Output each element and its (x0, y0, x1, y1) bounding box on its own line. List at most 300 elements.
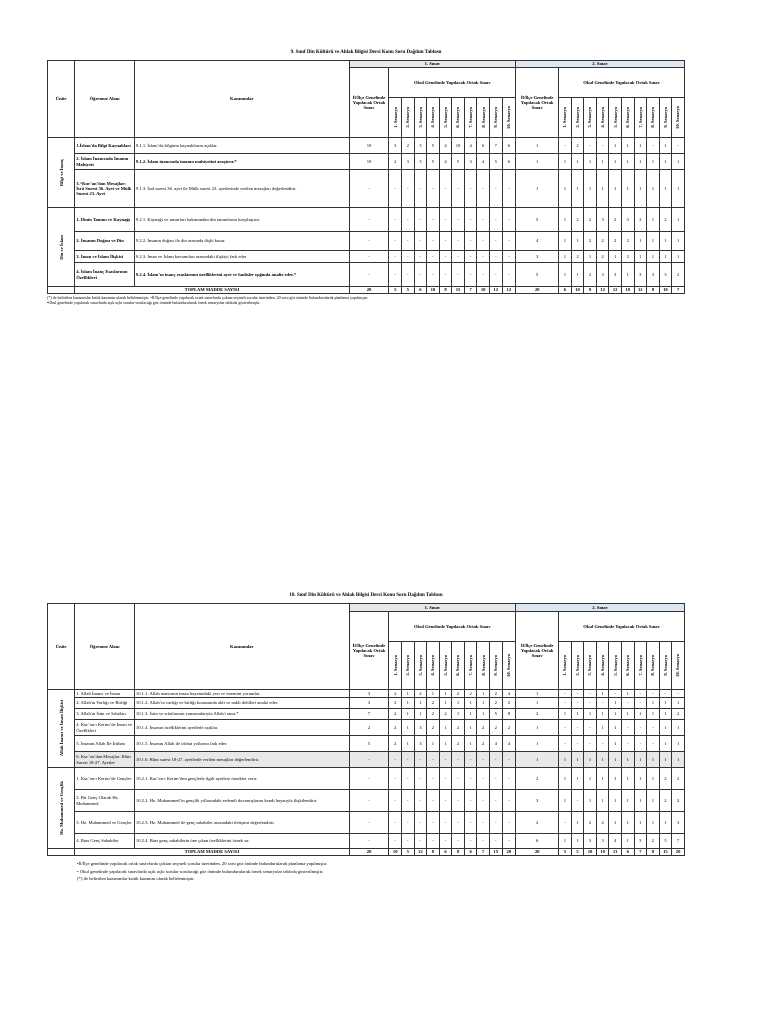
total-row (48, 287, 685, 294)
grade10-note-3: (*) ile belirtilen kazanımlar kritik kazanım olarak belirlenmiştir. (77, 876, 195, 881)
okul2-cell: 1 (559, 170, 572, 208)
senaryo-label: 1. Senaryo (562, 655, 568, 676)
senaryo-label: 9. Senaryo (662, 107, 668, 128)
okul2-cell: 1 (559, 709, 572, 720)
okul1-cell: - (464, 208, 477, 232)
okul2-cell: - (647, 736, 660, 752)
okul2-cell: - (571, 720, 584, 736)
table-row (48, 154, 685, 170)
unite-name: Allah İnancı ve İnsan İlişkisi (58, 700, 64, 757)
total-okul2: 9 (584, 287, 597, 294)
total-okul1: 7 (464, 287, 477, 294)
total-okul1: 20 (502, 849, 516, 856)
unite-cell (48, 138, 75, 208)
okul2-cell: - (621, 736, 634, 752)
ilce1-cell: - (349, 834, 389, 849)
okul2-cell: 1 (596, 768, 609, 790)
okul1-cell: - (439, 232, 452, 251)
ilce1-cell: - (349, 208, 389, 232)
okul1-cell: - (477, 208, 490, 232)
okul2-cell: 2 (609, 232, 622, 251)
total-okul2: 10 (659, 287, 672, 294)
okul1-cell: - (489, 232, 502, 251)
okul2-cell: 1 (621, 138, 634, 154)
okul2-cell: 1 (621, 263, 634, 287)
okul1-cell: - (464, 812, 477, 834)
senaryo-header (584, 642, 597, 690)
grade10-section (47, 593, 685, 883)
ilce1-cell: - (349, 812, 389, 834)
senaryo-label: 5. Senaryo (442, 107, 448, 128)
senaryo-label: 3. Senaryo (417, 655, 423, 676)
okul1-cell: 2 (402, 138, 415, 154)
okul1-cell: - (477, 812, 490, 834)
okul1-cell: 3 (414, 138, 427, 154)
okul2-cell: 1 (609, 812, 622, 834)
okul2-cell: 1 (571, 812, 584, 834)
senaryo-header (464, 642, 477, 690)
okul1-cell: 3 (414, 736, 427, 752)
okul1-cell: - (502, 812, 516, 834)
okul2-cell: 1 (596, 154, 609, 170)
okul1-cell: 10 (452, 138, 465, 154)
senaryo-label: 3. Senaryo (587, 107, 593, 128)
okul2-cell: - (571, 698, 584, 709)
okul1-cell: - (452, 752, 465, 768)
okul1-cell: - (389, 790, 402, 812)
okul1-cell: 2 (452, 736, 465, 752)
okul1-cell: - (502, 232, 516, 251)
alan-cell: 2. İslam İnancında İmanın Mahiyeti (75, 154, 135, 170)
okul1-cell: 2 (489, 690, 502, 698)
okul2-cell: 1 (659, 698, 672, 709)
table-row (48, 736, 685, 752)
okul1-cell: 1 (427, 690, 440, 698)
okul2-cell: 1 (609, 251, 622, 263)
okul2-cell: 2 (672, 709, 685, 720)
table-row (48, 263, 685, 287)
okul2-cell: 1 (659, 752, 672, 768)
okul2-cell: 1 (659, 138, 672, 154)
okul1-cell: 2 (427, 698, 440, 709)
okul1-cell: 6 (477, 138, 490, 154)
okul1-cell: - (452, 768, 465, 790)
total-okul2: 5 (559, 849, 572, 856)
senaryo-label: 10. Senaryo (506, 654, 512, 677)
total-okul2: 8 (647, 849, 660, 856)
okul2-cell: 2 (621, 251, 634, 263)
senaryo-label: 9. Senaryo (493, 107, 499, 128)
okul1-cell: - (389, 251, 402, 263)
okul2-cell: 1 (672, 736, 685, 752)
okul1-cell: 1 (464, 720, 477, 736)
total-okul2: 10 (621, 287, 634, 294)
total-label: TOPLAM MADDE SAYISI (75, 849, 349, 856)
total-okul1: 6 (439, 849, 452, 856)
senaryo-label: 1. Senaryo (392, 107, 398, 128)
okul1-cell: - (427, 208, 440, 232)
senaryo-label: 4. Senaryo (599, 655, 605, 676)
okul1-cell: 5 (452, 154, 465, 170)
table-row (48, 698, 685, 709)
total-ilce1: 20 (349, 287, 389, 294)
ilce2-cell: 1 (516, 752, 559, 768)
alan-header: Öğrenme Alanı (75, 61, 135, 138)
okul2-cell: 2 (584, 263, 597, 287)
okul1-cell: - (402, 768, 415, 790)
senaryo-header (389, 98, 402, 138)
okul1-cell: 2 (502, 698, 516, 709)
senaryo-label: 8. Senaryo (650, 107, 656, 128)
okul1-cell: 1 (477, 698, 490, 709)
grade10-title: 10. Sınıf Din Kültürü ve Ahlak Bilgisi Dersi Konu Soru Dağılım Tablosu (289, 593, 443, 598)
okul2-cell: 2 (609, 208, 622, 232)
senaryo-label: 8. Senaryo (650, 655, 656, 676)
unite-cell (48, 690, 75, 768)
senaryo-header (452, 98, 465, 138)
total-row (48, 849, 685, 856)
total-okul1: 15 (489, 849, 502, 856)
senaryo-header (414, 642, 427, 690)
ilce2-cell: 1 (516, 720, 559, 736)
okul1-cell: 2 (389, 154, 402, 170)
okul1-cell: 3 (402, 154, 415, 170)
okul2-cell: 1 (596, 790, 609, 812)
okul2-cell: 1 (659, 170, 672, 208)
okul2-cell: - (647, 138, 660, 154)
okul1-cell: - (414, 232, 427, 251)
total-okul2: 8 (647, 287, 660, 294)
okul2-cell: 1 (634, 812, 647, 834)
senaryo-label: 6. Senaryo (455, 655, 461, 676)
senaryo-label: 10. Senaryo (675, 106, 681, 129)
okul1-cell: - (477, 790, 490, 812)
kazanim-cell: 10.1.2. Allah’ın varlığı ve birliği konusunda akli ve nakli delilleri analiz eder. (134, 698, 349, 709)
okul2-cell: 1 (621, 752, 634, 768)
okul1-cell: 2 (389, 690, 402, 698)
kazanim-cell: 10.1.1. Allah inancının insan hayatındaki yeri ve önemini yorumlar. (134, 690, 349, 698)
okul1-cell: - (477, 232, 490, 251)
okul1-cell: - (414, 768, 427, 790)
okul1-cell: 1 (427, 736, 440, 752)
okul2-cell: 1 (559, 251, 572, 263)
senaryo-header (402, 98, 415, 138)
okul1-cell: - (402, 790, 415, 812)
kazanim-cell: 9.1.2. İslam inancında imanın mahiyetini araştırır.* (134, 154, 349, 170)
okul2-cell: 1 (621, 768, 634, 790)
okul1-cell: 4 (464, 138, 477, 154)
okul2-cell: 1 (621, 790, 634, 812)
senaryo-label: 1. Senaryo (392, 655, 398, 676)
okul1-cell: - (502, 752, 516, 768)
okul1-cell: - (414, 251, 427, 263)
kazanim-cell: 9.1.1. İslam’da bilginin kaynaklarını açıklar. (134, 138, 349, 154)
okul2-cell: 1 (559, 263, 572, 287)
senaryo-label: 9. Senaryo (493, 655, 499, 676)
okul1-cell: - (414, 170, 427, 208)
okul2-cell: 1 (672, 251, 685, 263)
total-okul1: 10 (389, 849, 402, 856)
ilce1-header: İl/İlçe Genelinde Yapılacak Ortak Sınav (349, 68, 389, 138)
okul2-cell: - (584, 698, 597, 709)
unite-name: Hz. Muhammed ve Gençlik (58, 781, 64, 835)
okul2-cell: 3 (634, 834, 647, 849)
okul1-cell: - (464, 834, 477, 849)
grade9-body (48, 138, 685, 294)
alan-cell: 3.“Kur’an’dan Mesajlar: İsrâ Suresi 36. Ayet ve Mülk Suresi 23. Ayet (75, 170, 135, 208)
senaryo-header (609, 642, 622, 690)
okul1-cell: - (389, 263, 402, 287)
okul2-cell: 1 (609, 170, 622, 208)
okul2-cell: 1 (647, 768, 660, 790)
unite-name: Din ve İslam (58, 234, 64, 260)
senaryo-header (389, 642, 402, 690)
ilce1-cell: - (349, 752, 389, 768)
okul1-cell: - (452, 208, 465, 232)
okul2-cell: 1 (571, 834, 584, 849)
okul1-cell: - (477, 170, 490, 208)
okul1-cell: 4 (502, 736, 516, 752)
okul2-cell: 1 (672, 232, 685, 251)
senaryo-header (427, 98, 440, 138)
okul1-cell: - (414, 812, 427, 834)
alan-cell: 3. İman ve İslam İlişkisi (75, 251, 135, 263)
senaryo-label: 5. Senaryo (442, 655, 448, 676)
okul1-cell: - (389, 752, 402, 768)
ilce1-cell: 7 (349, 709, 389, 720)
okul2-cell: 1 (634, 154, 647, 170)
senaryo-label: 3. Senaryo (587, 655, 593, 676)
sinav2-header: 2. Sınav (516, 604, 685, 612)
unite-header: Ünite (48, 604, 75, 690)
ilce2-cell: 1 (516, 138, 559, 154)
okul2-cell: 1 (634, 790, 647, 812)
senaryo-header (452, 642, 465, 690)
okul2-cell: 1 (571, 232, 584, 251)
okul1-cell: 2 (477, 736, 490, 752)
okul2-cell: 2 (596, 232, 609, 251)
senaryo-label: 2. Senaryo (405, 655, 411, 676)
okul2-cell: - (609, 690, 622, 698)
okul2-cell: 1 (672, 170, 685, 208)
okul1-cell: - (427, 790, 440, 812)
okul1-cell: - (427, 834, 440, 849)
okul1-header: Okul Genelinde Yapılacak Ortak Sınav (389, 68, 516, 98)
okul1-cell: - (439, 790, 452, 812)
okul2-cell: 2 (596, 812, 609, 834)
ilce1-cell: 3 (349, 690, 389, 698)
kazanim-cell: 9.2.2. İnsanın doğası ile din arasında ilişki kurar. (134, 232, 349, 251)
table-row (48, 752, 685, 768)
okul1-cell: - (402, 208, 415, 232)
senaryo-header (439, 642, 452, 690)
okul1-cell: 5 (489, 154, 502, 170)
okul2-cell: 2 (672, 768, 685, 790)
okul2-cell: 1 (621, 170, 634, 208)
okul1-cell: 2 (427, 720, 440, 736)
okul2-cell: - (584, 690, 597, 698)
table-row (48, 138, 685, 154)
okul2-cell: - (672, 138, 685, 154)
okul2-cell: 1 (609, 709, 622, 720)
okul1-cell: 1 (402, 690, 415, 698)
senaryo-header (439, 98, 452, 138)
senaryo-header (559, 98, 572, 138)
okul1-cell: - (439, 768, 452, 790)
okul1-cell: 1 (464, 709, 477, 720)
okul2-cell: 1 (672, 752, 685, 768)
okul1-cell: 1 (477, 709, 490, 720)
total-ilce1: 20 (349, 849, 389, 856)
ilce2-cell: 2 (516, 709, 559, 720)
ilce2-cell: 3 (516, 251, 559, 263)
total-okul2: 6 (559, 287, 572, 294)
total-okul1: 8 (439, 287, 452, 294)
okul1-cell: - (464, 251, 477, 263)
okul1-cell: 2 (414, 690, 427, 698)
alan-header: Öğrenme Alanı (75, 604, 135, 690)
okul2-cell: 1 (609, 698, 622, 709)
okul1-cell: - (502, 170, 516, 208)
grade9-table (47, 60, 685, 294)
senaryo-label: 10. Senaryo (675, 654, 681, 677)
alan-cell: 4. İslam İnanç Esaslarının Özellikleri (75, 263, 135, 287)
okul2-cell: 3 (584, 834, 597, 849)
kazanim-cell: 10.1.3. İsim ve sıfatlarının yansımalarıyla Allah'ı tanır.* (134, 709, 349, 720)
okul1-cell: 4 (439, 154, 452, 170)
okul2-cell: 1 (647, 698, 660, 709)
okul2-cell: - (596, 698, 609, 709)
senaryo-label: 4. Senaryo (430, 107, 436, 128)
okul2-cell: - (634, 698, 647, 709)
okul2-cell: 1 (584, 709, 597, 720)
okul1-cell: - (489, 752, 502, 768)
total-okul1: 12 (489, 287, 502, 294)
okul2-cell: 2 (584, 208, 597, 232)
okul1-cell: - (402, 752, 415, 768)
total-okul2: 12 (634, 287, 647, 294)
okul2-cell: 1 (559, 834, 572, 849)
ilce2-cell: 1 (516, 154, 559, 170)
senaryo-label: 7. Senaryo (637, 107, 643, 128)
okul2-cell: 1 (571, 263, 584, 287)
okul1-cell: - (414, 834, 427, 849)
grade10-note-2: • Okul genelinde yapılacak sınavlarda açık uçlu sorular sorulacağı göz önünde bulundurularak örnek senaryolar tabloda gösterilmiştir. (77, 868, 324, 874)
okul2-cell: - (559, 698, 572, 709)
total-ilce2: 20 (516, 849, 559, 856)
okul2-cell: 2 (621, 232, 634, 251)
senaryo-header (477, 98, 490, 138)
okul1-cell: - (489, 834, 502, 849)
alan-cell: 4. Bazı Genç Sahabiler (75, 834, 135, 849)
okul1-cell: 1 (464, 736, 477, 752)
okul1-cell: 1 (452, 698, 465, 709)
kazanim-cell: 9.2.4. İslam’ın inanç esaslarının özelliklerini ayet ve hadisler ışığında analiz eder.* (134, 263, 349, 287)
okul1-cell: 2 (477, 720, 490, 736)
okul1-cell: - (477, 752, 490, 768)
okul1-cell: - (502, 834, 516, 849)
okul2-cell: - (621, 720, 634, 736)
kazanim-cell: 10.2.1. Kur’an-ı Kerim’den gençlerle ilgili ayetlere örnekler verir. (134, 768, 349, 790)
okul1-cell: - (477, 251, 490, 263)
grade9-note-1: (*) ile belirtilen kazanımlar kritik kazanım olarak belirlenmiştir. •İl/İlçe genelinde yapılacak ortak sınavlarda çoktan seçmeli sorular üzerinden, 20 soru göz önünde bulundurularak planlama yapılmıştır. (47, 295, 369, 300)
table-row (48, 709, 685, 720)
ilce1-cell: 2 (349, 720, 389, 736)
okul1-cell: - (477, 263, 490, 287)
okul2-cell: 2 (584, 232, 597, 251)
okul2-cell: - (559, 138, 572, 154)
okul2-cell: - (647, 720, 660, 736)
senaryo-header (621, 642, 634, 690)
okul2-cell: 1 (659, 720, 672, 736)
okul2-cell: 1 (634, 232, 647, 251)
okul2-cell: - (559, 690, 572, 698)
senaryo-header (464, 98, 477, 138)
senaryo-header (596, 98, 609, 138)
alan-cell: 6. Kur’an’dan Mesajlar: Rûm Suresi 18-27. Ayetler (75, 752, 135, 768)
okul1-cell: - (489, 263, 502, 287)
senaryo-header (502, 642, 516, 690)
okul1-cell: - (502, 251, 516, 263)
ilce1-cell: 10 (349, 138, 389, 154)
table-row (48, 170, 685, 208)
senaryo-header (609, 98, 622, 138)
senaryo-label: 10. Senaryo (506, 106, 512, 129)
senaryo-header (659, 98, 672, 138)
total-okul1: 7 (477, 849, 490, 856)
senaryo-label: 2. Senaryo (405, 107, 411, 128)
total-okul2: 15 (659, 849, 672, 856)
okul1-cell: - (439, 170, 452, 208)
ilce2-cell: 6 (516, 834, 559, 849)
okul1-cell: - (402, 232, 415, 251)
senaryo-label: 5. Senaryo (612, 655, 618, 676)
senaryo-header (489, 642, 502, 690)
okul2-cell: 1 (621, 709, 634, 720)
okul1-cell: - (439, 812, 452, 834)
okul2-cell: 1 (609, 768, 622, 790)
okul2-cell: 3 (596, 263, 609, 287)
okul1-cell: 3 (414, 154, 427, 170)
okul1-cell: 2 (464, 690, 477, 698)
okul2-cell: - (584, 720, 597, 736)
okul1-cell: 6 (502, 154, 516, 170)
okul1-cell: - (414, 263, 427, 287)
okul1-cell: - (489, 812, 502, 834)
kazanim-cell: 10.2.3. Hz. Muhammed ile genç sahabiler arasındaki iletişimi değerlendirir. (134, 812, 349, 834)
okul2-cell: 2 (571, 138, 584, 154)
okul2-cell: 1 (659, 736, 672, 752)
okul2-cell: 1 (647, 812, 660, 834)
okul1-cell: 1 (402, 736, 415, 752)
alan-cell: 1.İslam'da Bilgi Kaynakları (75, 138, 135, 154)
okul2-cell: 1 (596, 720, 609, 736)
okul2-cell: 1 (584, 752, 597, 768)
ilce1-cell: - (349, 263, 389, 287)
okul2-cell: 1 (596, 690, 609, 698)
total-okul1: 12 (502, 287, 516, 294)
okul1-cell: - (427, 812, 440, 834)
okul2-cell: 1 (647, 752, 660, 768)
total-okul1: 10 (477, 287, 490, 294)
okul2-cell: - (634, 690, 647, 698)
total-okul2: 5 (571, 849, 584, 856)
okul1-cell: 2 (489, 698, 502, 709)
okul1-cell: 1 (464, 698, 477, 709)
okul2-cell: 1 (621, 812, 634, 834)
okul2-cell: 1 (659, 812, 672, 834)
okul2-cell: 1 (584, 768, 597, 790)
